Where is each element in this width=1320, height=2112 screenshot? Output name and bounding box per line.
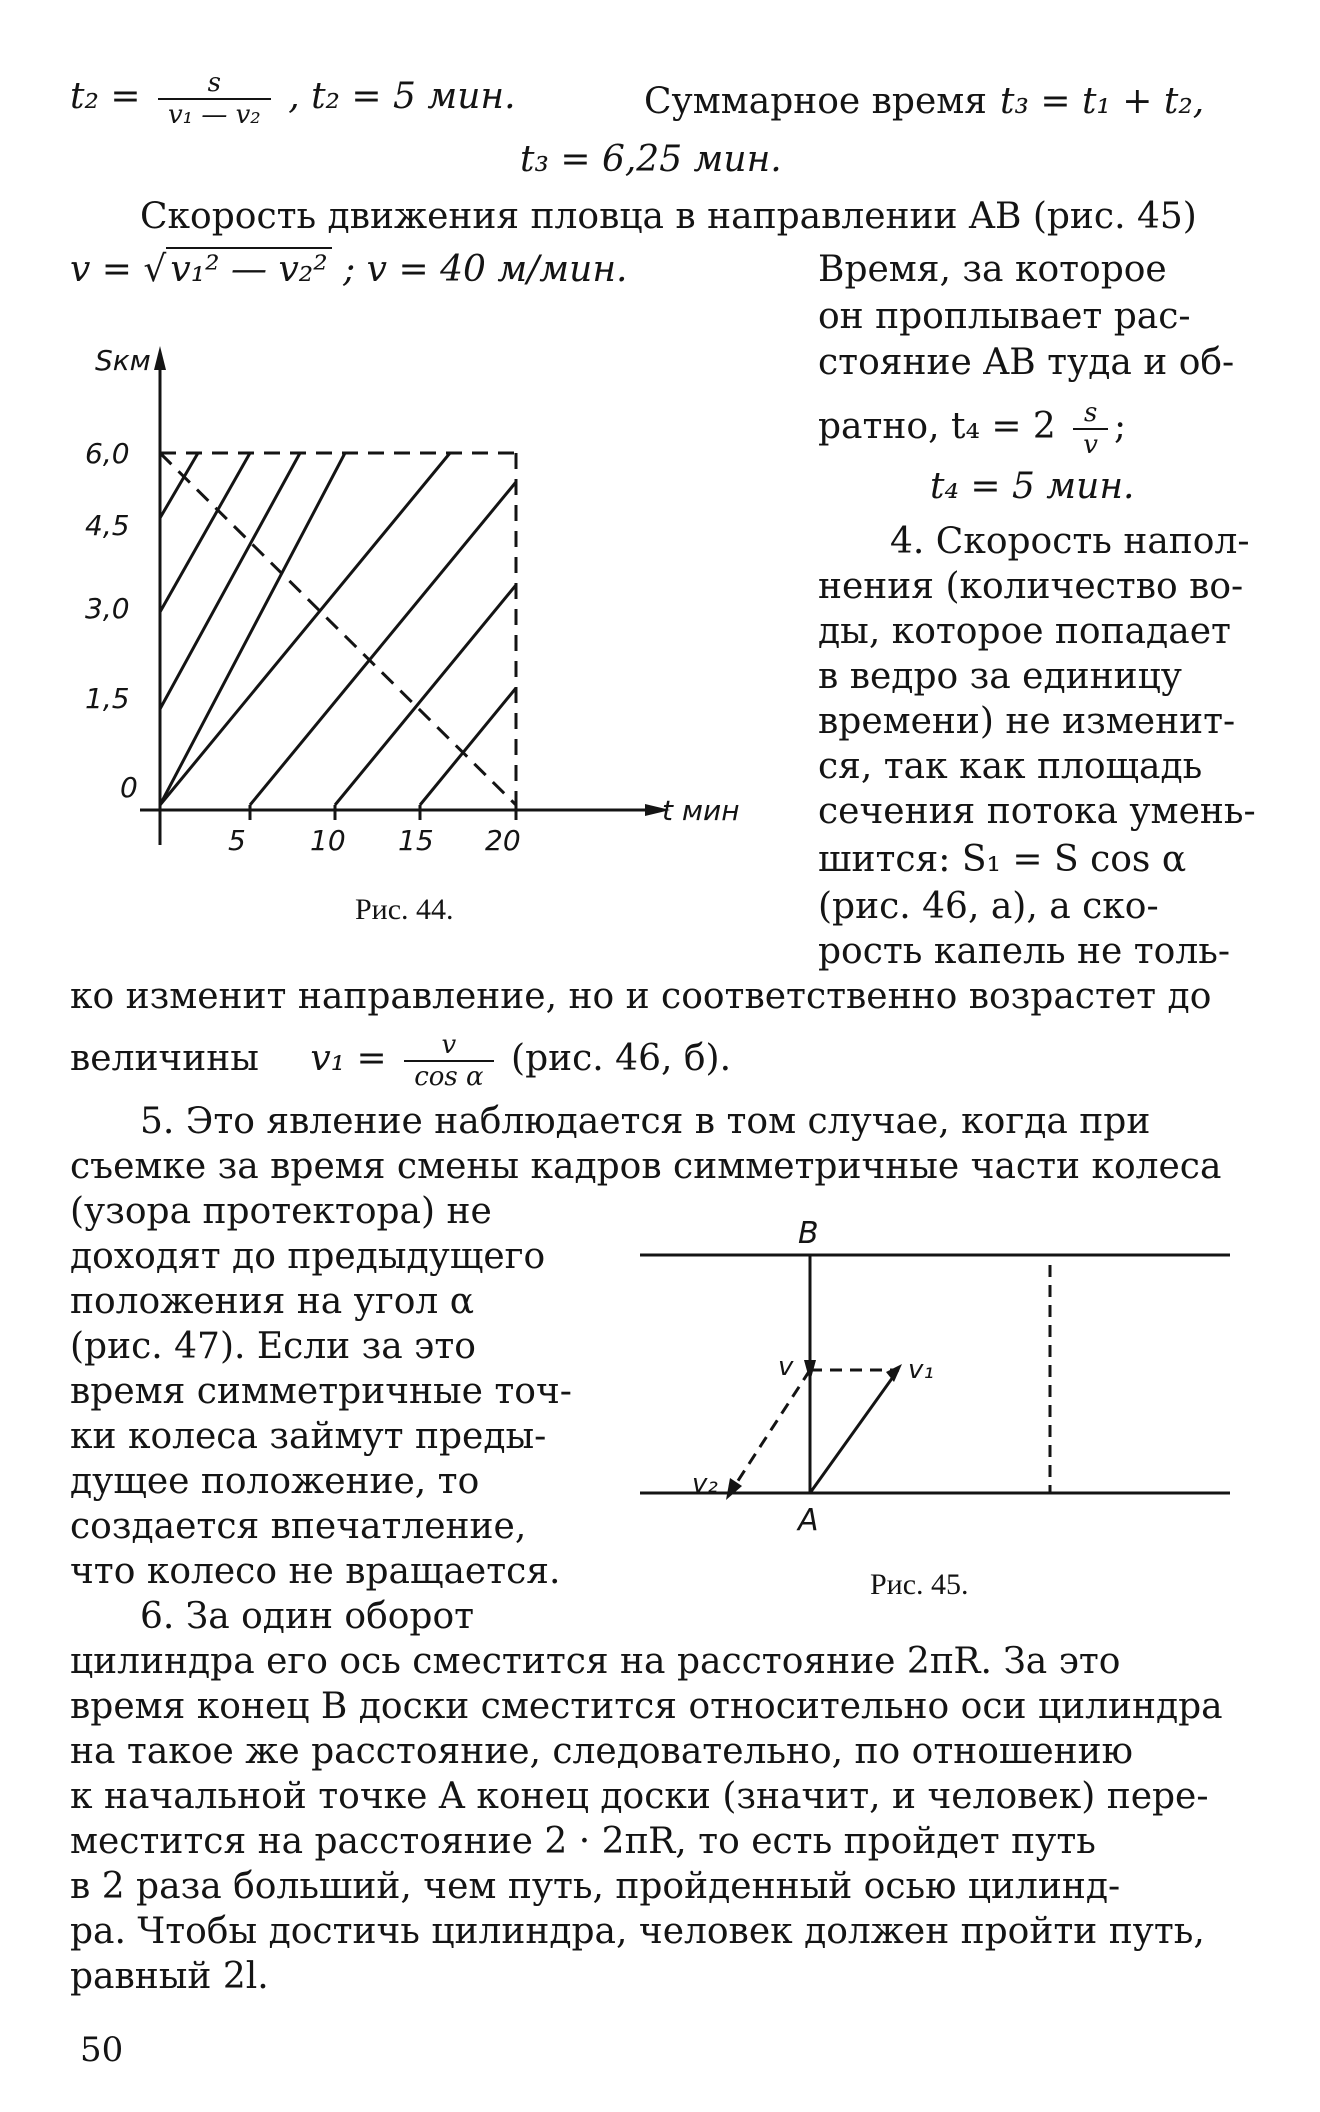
final-line-5: местится на расстояние 2 · 2πR, то есть пройдет путь <box>70 1821 1096 1862</box>
dashed-diagonal <box>160 453 516 805</box>
right-line-3 <box>818 398 1126 460</box>
t4-fraction <box>1073 398 1108 460</box>
label-v1: v₁ <box>908 1355 934 1385</box>
left-line-6: ки колеса займут преды- <box>70 1416 547 1457</box>
t2-fraction <box>158 68 271 130</box>
left-line-5: время симметричные точ- <box>70 1371 572 1412</box>
y-axis-label: Sкм <box>95 344 151 377</box>
speed-line-1: Скорость движения пловца в направлении AB (рис. 45) <box>140 196 1197 237</box>
item4-line-7: сечения потока умень- <box>818 791 1256 832</box>
y-tick-label-6: 6,0 <box>85 437 130 470</box>
label-B: B <box>798 1216 819 1251</box>
fig44-dashed <box>160 453 516 805</box>
v-lhs: v = <box>70 249 132 290</box>
formula-t2 <box>70 68 516 130</box>
final-line-7: ра. Чтобы достичь цилиндра, человек должен пройти путь, <box>70 1911 1205 1952</box>
arrow-v2 <box>726 1478 742 1500</box>
sqrt-sign: √ <box>143 249 167 290</box>
left-line-9: что колесо не вращается. <box>70 1551 561 1592</box>
figure-44 <box>80 340 780 900</box>
item4-line-3: ды, которое попадает <box>818 611 1231 652</box>
t4-numerator: s <box>1073 398 1108 430</box>
label-v: v <box>778 1352 794 1382</box>
fig45-caption: Рис. 45. <box>870 1568 969 1601</box>
v-root: v₁² — v₂² <box>166 247 331 290</box>
x-tick-label-5: 5 <box>228 824 246 857</box>
vector-v1 <box>810 1370 898 1493</box>
left-line-7: дущее положение, то <box>70 1461 480 1502</box>
v1-fraction <box>404 1030 493 1092</box>
right-line-1: он проплывает рас- <box>818 296 1191 337</box>
hatch-line <box>250 482 516 805</box>
item4-line-9: (рис. 46, а), а ско- <box>818 886 1159 927</box>
v-tail: ; v = 40 м/мин. <box>343 249 628 290</box>
magnitude-prefix: величины <box>70 1038 259 1079</box>
v1-lhs: v₁ = <box>310 1038 387 1079</box>
label-v2: v₂ <box>692 1469 718 1499</box>
page-number: 50 <box>80 2030 124 2070</box>
item4-line-10: рость капель не толь- <box>818 931 1230 972</box>
dashed-v2-side <box>730 1370 810 1493</box>
hatch-line <box>160 453 345 805</box>
t2-lhs: t₂ = <box>70 76 141 117</box>
figure-45 <box>630 1210 1250 1550</box>
x-axis-label: t мин <box>662 794 740 827</box>
x-tick-label-10: 10 <box>310 824 346 857</box>
t2-numerator: s <box>158 68 271 100</box>
item4-line-5: времени) не изменит- <box>818 701 1236 742</box>
fig45-lines <box>640 1255 1230 1493</box>
y-axis-arrow <box>154 346 166 370</box>
semicolon: ; <box>1114 406 1127 447</box>
y-tick-label-1-5: 1,5 <box>85 682 130 715</box>
label-A: A <box>798 1503 819 1538</box>
hatch-line <box>160 453 250 612</box>
final-line-3: на такое же расстояние, следовательно, по отношению <box>70 1731 1134 1772</box>
t4-value: t₄ = 5 мин. <box>930 466 1135 507</box>
hatch-line <box>420 688 516 805</box>
t2-value: , t₂ = 5 мин. <box>288 76 516 117</box>
left-line-8: создается впечатление, <box>70 1506 527 1547</box>
x-tick-label-15: 15 <box>398 824 434 857</box>
item5-line-1: 5. Это явление наблюдается в том случае, когда при <box>140 1101 1151 1142</box>
item4-line-8: шится: S₁ = S cos α <box>818 839 1187 880</box>
left-line-4: (рис. 47). Если за это <box>70 1326 476 1367</box>
item4-line-4: в ведро за единицу <box>818 656 1182 697</box>
item4-line-2: нения (количество во- <box>818 566 1244 607</box>
item4-line-1: 4. Скорость напол- <box>890 521 1250 562</box>
final-line-6: в 2 раза больший, чем путь, пройденный осью цилинд- <box>70 1866 1121 1907</box>
left-line-2: доходят до предыдущего <box>70 1236 546 1277</box>
sum-text: Суммарное время <box>644 81 987 122</box>
final-line-4: к начальной точке A конец доски (значит, и человек) пере- <box>70 1776 1209 1817</box>
t4-formula: ратно, t₄ = 2 <box>818 406 1056 447</box>
final-line-8: равный 2l. <box>70 1956 269 1997</box>
final-line-1: цилиндра его ось сместится на расстояние 2πR. За это <box>70 1641 1121 1682</box>
item5-line-2: съемке за время смены кадров симметричные части колеса <box>70 1146 1222 1187</box>
right-line-2: стояние AB туда и об- <box>818 342 1235 383</box>
v1-tail: (рис. 46, б). <box>511 1038 732 1079</box>
fig44-caption: Рис. 44. <box>355 893 454 926</box>
left-line-10: 6. За один оборот <box>140 1596 475 1637</box>
time-text: Время, за которое <box>818 249 1167 290</box>
v1-numerator: v <box>404 1030 493 1062</box>
t3-value: t₃ = 6,25 мин. <box>520 139 782 180</box>
arrow-v1 <box>886 1364 902 1382</box>
t3-expression: t₃ = t₁ + t₂, <box>1000 81 1205 122</box>
magnitude-line <box>70 1030 731 1092</box>
left-line-1: (узора протектора) не <box>70 1191 492 1232</box>
x-tick-label-20: 20 <box>485 824 521 857</box>
v1-denominator: cos α <box>414 1062 484 1092</box>
fig44-x-ticks <box>160 805 516 820</box>
t4-denominator: v <box>1083 430 1098 460</box>
y-tick-label-3: 3,0 <box>85 592 130 625</box>
y-tick-label-0: 0 <box>120 771 138 804</box>
left-line-3: положения на угол α <box>70 1281 475 1322</box>
final-line-2: время конец B доски сместится относительно оси цилиндра <box>70 1686 1223 1727</box>
after-item4-line: ко изменит направление, но и соответственно возрастет до <box>70 976 1212 1017</box>
y-tick-label-4-5: 4,5 <box>85 509 130 542</box>
hatch-line <box>160 453 198 518</box>
speed-formula <box>70 248 628 292</box>
item4-line-6: ся, так как площадь <box>818 746 1203 787</box>
hatch-line <box>335 585 516 805</box>
t2-denominator: v₁ — v₂ <box>167 100 261 130</box>
